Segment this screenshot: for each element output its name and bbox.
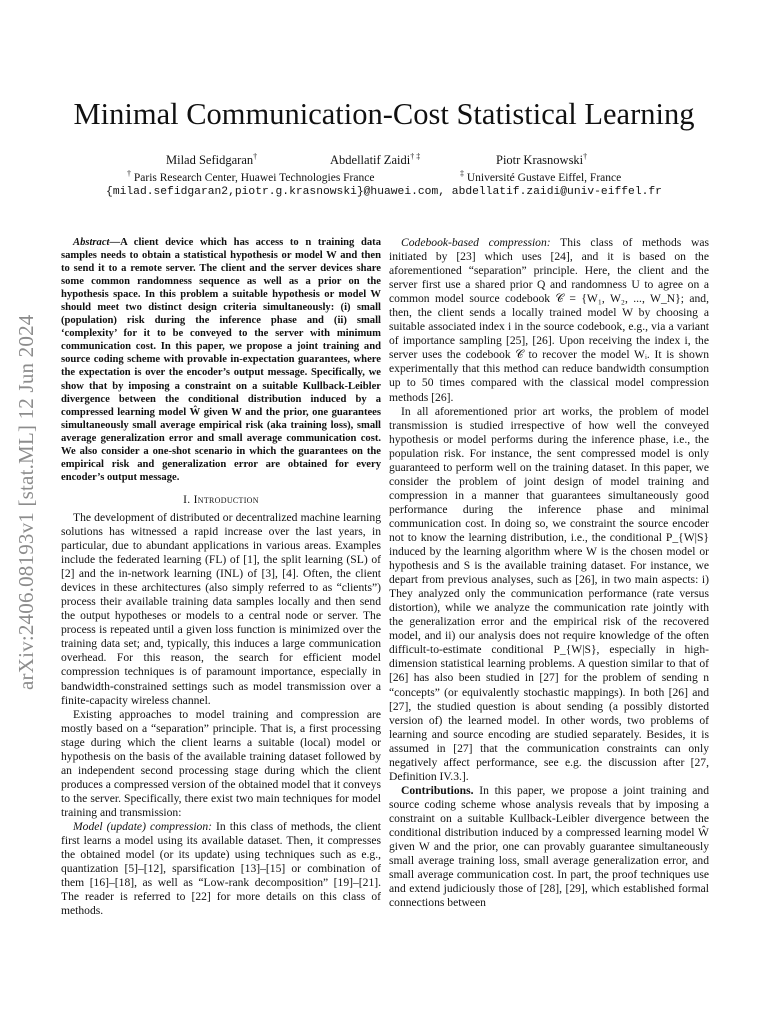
right-paragraph-3: Contributions. In this paper, we propose a joint training and source coding scheme whose analysis reveals that by imposing a constraint on a suitable Kullback-Leibler divergence between the conditional distribution induced by a compressed learning model Ŵ given W and the prior, one can provably guarantee simultaneously small average training loss, small average generalization error, and small average communication cost. In part, the proof techniques use and extend judiciously those of [28], [29], which established formal connections between	[389, 783, 709, 910]
abstract	[61, 236, 381, 484]
right-paragraph-1-lead: Codebook-based compression:	[401, 236, 551, 249]
left-column	[61, 236, 381, 918]
right-column	[389, 236, 709, 910]
affiliation-2: ‡ Université Gustave Eiffel, France	[460, 169, 622, 184]
author-1: Milad Sefidgaran†	[166, 152, 258, 168]
intro-paragraph-3: Model (update) compression: In this class of methods, the client first learns a model using its available dataset. Then, it compresses the obtained model (or its update) using techniques such as e.g., quantization [5]–[12], sparsification [13]–[15] or combination of them [16]–[18], as well as “Low-rank decomposition” [19]–[21]. The reader is referred to [22] for more details on this class of methods.	[61, 819, 381, 918]
intro-paragraph-3-lead: Model (update) compression:	[73, 819, 213, 833]
author-line	[0, 152, 768, 170]
section-heading-introduction: I. Introduction	[183, 493, 259, 506]
right-paragraph-2: In all aforementioned prior art works, the problem of model transmission is studied irrespective of how well the conveyed hypothesis or model performs during the inference phase, i.e., the population risk. For instance, the sent compressed model is only guaranteed to perform well on the training dataset. In this paper, we consider the problem of joint design of model training and compression in a manner that guarantees simultaneously good performance during the inference phase and minimal communication cost. In doing so, we constraint the source encoder not to know the learning distribution, i.e., the conditional P_{W|S} induced by the learning algorithm where W is the chosen model or hypothesis and S is the available training dataset. For instance, we depart from previous analyses, such as [26], in two main aspects: i) They analyzed only the communication performance (rate versus distortion), while we analyze the communication rate jointly with the generalization error and the empirical risk of the recovered model, and ii) our analysis does not require knowledge of the often difficult-to-estimate conditional P_{W|S}, especially in high-dimension statistical learning problems. A question similar to that of [26] has also been studied in [27] for the problem of sending n “concepts” (or equivalently stochastic mappings). In both [26] and [27], the studied question is about sending (a possibly distorted version of) the learned model. In other words, two problems of learning and source encoding are studied separately. Besides, it is assumed in [27] that the communication constraints can only negatively affect performance, see e.g. the discussion after [27, Definition IV.3.].	[389, 404, 709, 783]
intro-paragraph-2: Existing approaches to model training and compression are mostly based on a “separation” principle. That is, a first processing stage during which the client learns a suitable (local) model or hypothesis on the basis of the available training dataset followed by an independent second processing stage during which the client produces a compressed version of the obtained model that it conveys to the server. Specifically, there exist two main techniques for model training and transmission:	[61, 707, 381, 819]
contributions-lead: Contributions.	[401, 783, 474, 797]
affiliation-1: † Paris Research Center, Huawei Technologies France	[127, 169, 375, 184]
arxiv-identifier: arXiv:2406.08193v1 [stat.ML] 12 Jun 2024	[14, 314, 38, 690]
author-2: Abdellatif Zaidi† ‡	[330, 152, 421, 168]
abstract-lead: Abstract	[73, 237, 110, 248]
author-3: Piotr Krasnowski†	[496, 152, 588, 168]
author-emails: {milad.sefidgaran2,piotr.g.krasnowski}@huawei.com, abdellatif.zaidi@univ-eiffel.fr	[106, 186, 662, 198]
right-paragraph-1: Codebook-based compression: This class of methods was initiated by [23] which uses [24], and it is based on the aforementioned “separation” principle. Here, the client and the server first use a shared prior Q and randomness U to agree on a common model source codebook 𝒞 = {W₁, W₂, ..., W_N}; and, then, the client sends a locally trained model W by choosing a suitable associated index i in the source codebook, e.g., via a variant of importance sampling [25], [26]. Upon receiving the index i, the server uses the codebook 𝒞 to recover the model Wᵢ. It is shown experimentally that this method can reduce bandwidth consumption up to 50 times compared with the classical model compression methods [26].	[389, 236, 709, 404]
abstract-body: —A client device which has access to n training data samples needs to obtain a statistical hypothesis or model W and then to send it to a remote server. The client and the server devices share some common randomness sequence as well as a prior on the hypothesis space. In this problem a suitable hypothesis or model W should meet two distinct design criteria simultaneously: (i) small (population) risk during the inference phase and (ii) small ‘complexity’ for it to be conveyed to the server with minimum communication cost. In this paper, we propose a joint training and source coding scheme with provable in-expectation guarantees, where the expectation is over the encoder’s output message. Specifically, we show that by imposing a constraint on a suitable Kullback-Leibler divergence between the conditional distribution induced by a compressed learning model Ŵ given W and the prior, one guarantees simultaneously small average empirical risk (aka training loss), small average generalization error and small average communication cost. We also consider a one-shot scenario in which the guarantees on the empirical risk and generalization error are obtained for every encoder’s output message.	[61, 237, 381, 483]
paper-title: Minimal Communication-Cost Statistical Learning	[73, 97, 695, 131]
affiliation-line	[0, 169, 768, 185]
intro-paragraph-1: The development of distributed or decentralized machine learning solutions has witnessed a rapid increase over the last years, in particular, due to abundant applications in various areas. Examples include the federated learning (FL) of [1], the split learning (SL) of [2] and the in-network learning (INL) of [3], [4]. Often, the client devices in these architectures (also simply referred to as “clients”) process their available training data samples locally and then send the output hypotheses or models to a central node or server. The process is repeated until a given loss function is minimized over the training data set; and, typically, this induces a large communication overhead. For this reason, the search for efficient model compression techniques is of paramount importance, especially in bandwidth-constrained settings such as model transmission over a finite-capacity wireless channel.	[61, 510, 381, 707]
